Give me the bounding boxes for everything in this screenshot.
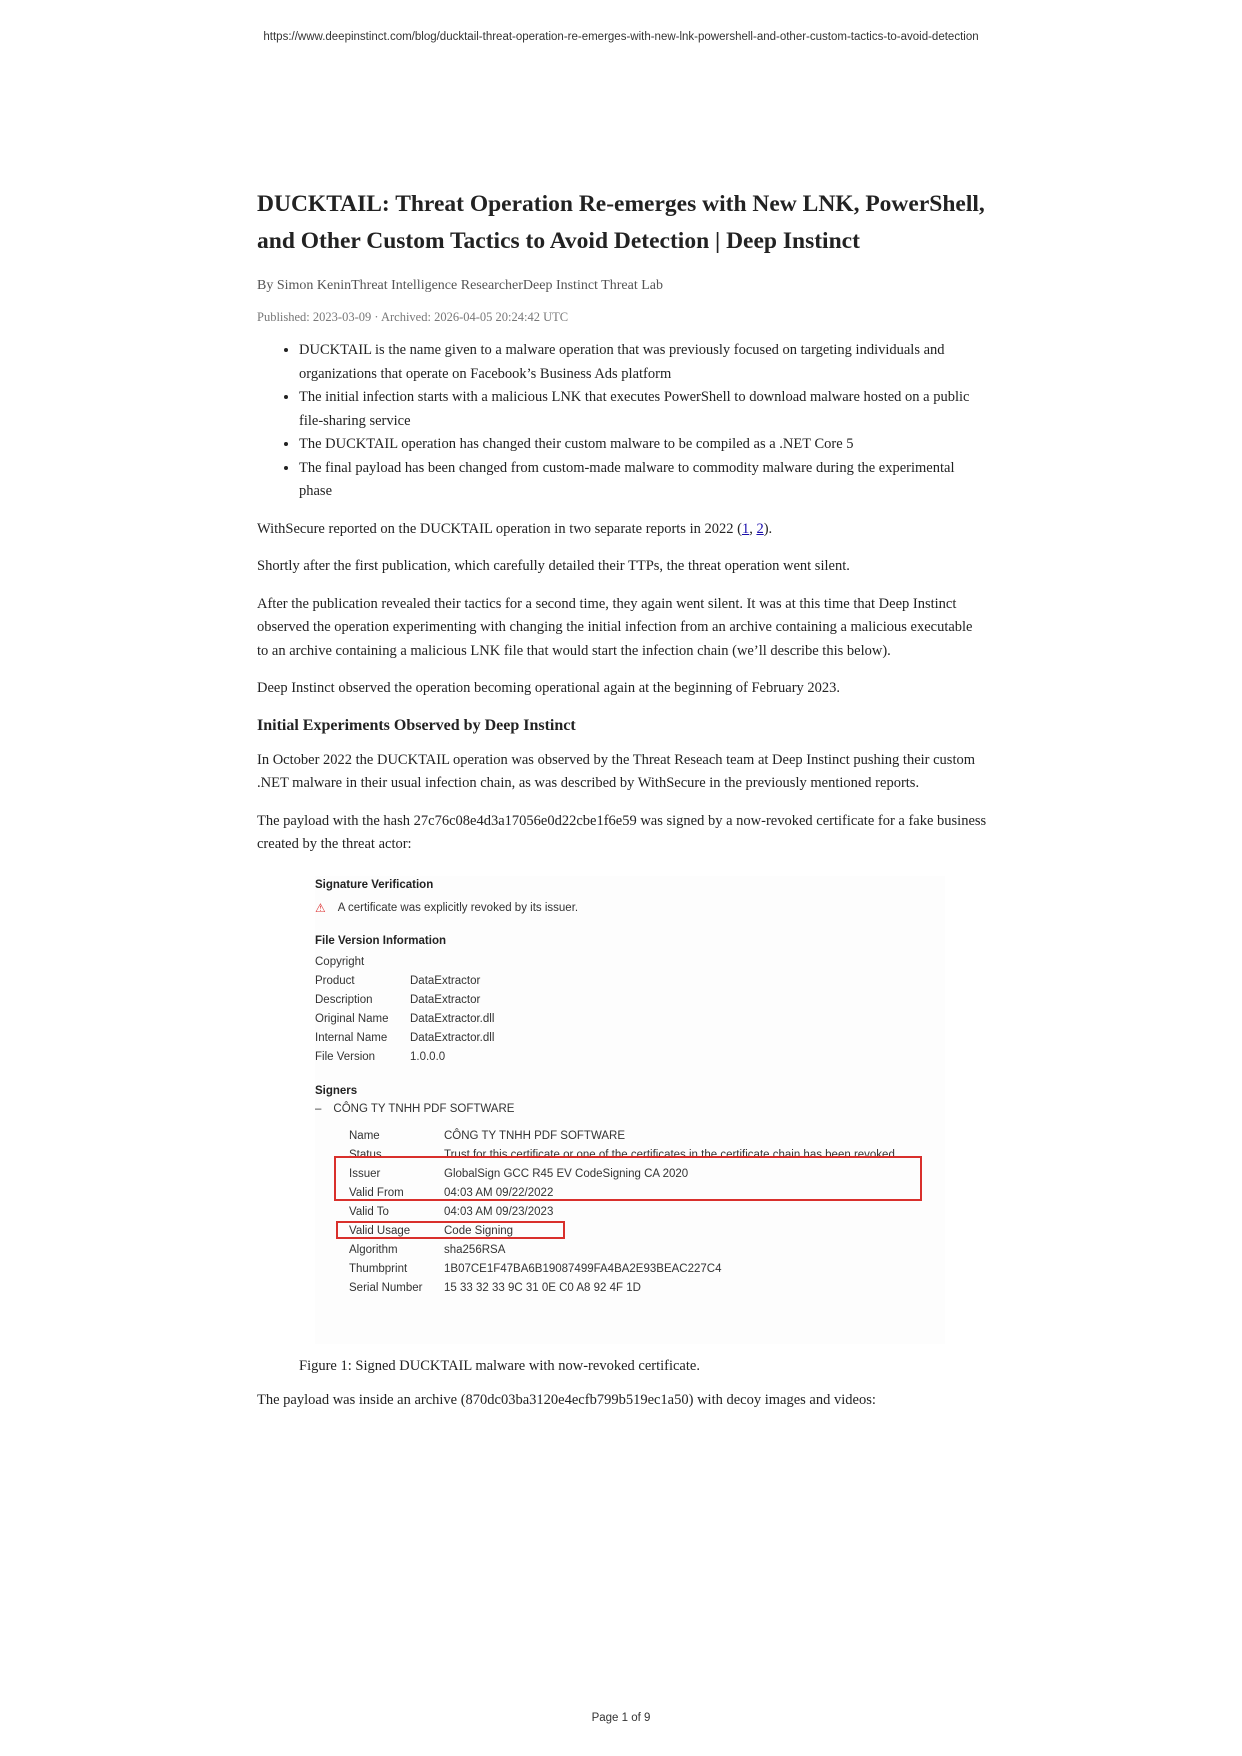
signer-name: CÔNG TY TNHH PDF SOFTWARE	[333, 1102, 515, 1115]
field-label: Valid Usage	[349, 1225, 411, 1237]
field-value: DataExtractor.dll	[410, 1032, 495, 1044]
table-row	[349, 1279, 935, 1298]
field-value: Trust for this certificate or one of the certificates in the certificate chain has been revoked.	[444, 1149, 899, 1161]
report-link-1[interactable]: 1	[741, 520, 750, 537]
signer-details	[315, 1127, 935, 1298]
field-label: Serial Number	[349, 1282, 423, 1294]
list-item: • DUCKTAIL is the name given to a malware operation that was previously focused on targeting individuals and organizations that operate on Facebook’s Business Ads platform	[299, 339, 987, 386]
paragraph: The payload with the hash 27c76c08e4d3a17056e0d22cbe1f6e59 was signed by a now-revoked certificate for a fake business created by the threat actor:	[257, 812, 987, 852]
table-row	[315, 1029, 935, 1048]
warning-icon: ⚠	[315, 900, 326, 915]
signature-verification-title: Signature Verification	[315, 878, 434, 891]
field-value: 15 33 32 33 9C 31 0E C0 A8 92 4F 1D	[444, 1282, 641, 1294]
field-value: DataExtractor	[410, 975, 481, 987]
article-title: DUCKTAIL: Threat Operation Re-emerges with New LNK, PowerShell, and Other Custom Tactics to Avoid Detection | Deep Instinct	[257, 191, 985, 254]
text-segment: ,	[749, 520, 757, 537]
table-row	[315, 991, 935, 1010]
table-row	[349, 1241, 935, 1260]
paragraph: Shortly after the first publication, which carefully detailed their TTPs, the threat operation went silent.	[257, 558, 850, 574]
table-row	[315, 1048, 935, 1067]
field-label: File Version	[315, 1051, 376, 1063]
revocation-warning	[315, 901, 935, 915]
table-row	[349, 1260, 935, 1279]
page-number: Page 1 of 9	[591, 1712, 651, 1724]
section-heading: Initial Experiments Observed by Deep Instinct	[257, 716, 576, 734]
field-label: Issuer	[349, 1168, 381, 1180]
page-url: https://www.deepinstinct.com/blog/ducktail-threat-operation-re-emerges-with-new-lnk-powershell-and-other-custom-tactics-to-avoid-detection	[263, 31, 979, 43]
field-label: Thumbprint	[349, 1263, 408, 1275]
paragraph-withsecure	[257, 518, 987, 542]
field-label: Algorithm	[349, 1244, 398, 1256]
figure-caption: Figure 1: Signed DUCKTAIL malware with now-revoked certificate.	[299, 1357, 700, 1374]
field-label: Product	[315, 975, 355, 987]
warning-text: A certificate was explicitly revoked by its issuer.	[337, 901, 579, 914]
highlight-box-name-status	[334, 1156, 922, 1201]
signer-header	[315, 1103, 935, 1115]
highlight-box-valid-from	[336, 1221, 565, 1239]
field-value: 04:03 AM 09/23/2023	[444, 1206, 554, 1218]
table-row	[349, 1203, 935, 1222]
field-value: 1.0.0.0	[410, 1051, 446, 1063]
report-link-2[interactable]: 2	[756, 520, 764, 537]
file-version-table	[315, 953, 935, 1067]
field-value: sha256RSA	[444, 1244, 506, 1256]
text-segment: ).	[763, 520, 773, 537]
field-label: Internal Name	[315, 1032, 388, 1044]
text-segment: WithSecure reported on the DUCKTAIL operation in two separate reports in 2022 (	[257, 520, 742, 537]
field-label: Status	[349, 1149, 382, 1161]
file-version-title: File Version Information	[315, 934, 446, 947]
list-item: • The DUCKTAIL operation has changed their custom malware to be compiled as a .NET Core 5	[299, 433, 987, 457]
paragraph: The payload was inside an archive (870dc03ba3120e4ecfb799b519ec1a50) with decoy images and videos:	[257, 1391, 876, 1408]
field-value: CÔNG TY TNHH PDF SOFTWARE	[444, 1130, 626, 1142]
byline: By Simon KeninThreat Intelligence ResearcherDeep Instinct Threat Lab	[257, 278, 663, 293]
field-label: Valid To	[349, 1206, 389, 1218]
field-value: DataExtractor	[410, 994, 481, 1006]
field-value: DataExtractor.dll	[410, 1013, 495, 1025]
table-row	[315, 953, 935, 972]
table-row	[349, 1127, 935, 1146]
field-label: Original Name	[315, 1013, 389, 1025]
table-row	[315, 972, 935, 991]
publish-meta: Published: 2023-03-09 · Archived: 2026-04-05 20:24:42 UTC	[257, 310, 569, 324]
summary-list	[257, 339, 987, 504]
field-label: Name	[349, 1130, 380, 1142]
collapse-toggle[interactable]: –	[315, 1102, 322, 1115]
list-item: • The final payload has been changed from custom-made malware to commodity malware during the experimental phase	[299, 457, 987, 504]
field-label: Valid From	[349, 1187, 404, 1199]
paragraph: In October 2022 the DUCKTAIL operation was observed by the Threat Reseach team at Deep Instinct pushing their custom .NET malware in their usual infection chain, as was described by WithSecure in the previously mentioned reports.	[257, 751, 975, 791]
field-label: Description	[315, 994, 373, 1006]
article	[257, 186, 987, 1412]
field-value: 04:03 AM 09/22/2022	[444, 1187, 554, 1199]
list-item: • The initial infection starts with a malicious LNK that executes PowerShell to download malware hosted on a public file-sharing service	[299, 386, 987, 433]
field-value: GlobalSign GCC R45 EV CodeSigning CA 2020	[444, 1168, 689, 1180]
field-label: Copyright	[315, 956, 365, 968]
field-value: 1B07CE1F47BA6B19087499FA4BA2E93BEAC227C4	[444, 1263, 722, 1275]
paragraph: Deep Instinct observed the operation becoming operational again at the beginning of February 2023.	[257, 680, 841, 696]
table-row	[315, 1010, 935, 1029]
paragraph: After the publication revealed their tactics for a second time, they again went silent. It was at this time that Deep Instinct observed the operation experimenting with changing the initial infection from an archive containing a malicious executable to an archive containing a malicious LNK file that would start the infection chain (we’ll describe this below).	[257, 595, 973, 659]
signers-title: Signers	[315, 1084, 358, 1097]
certificate-screenshot	[315, 876, 945, 1344]
field-value: Code Signing	[444, 1225, 514, 1237]
